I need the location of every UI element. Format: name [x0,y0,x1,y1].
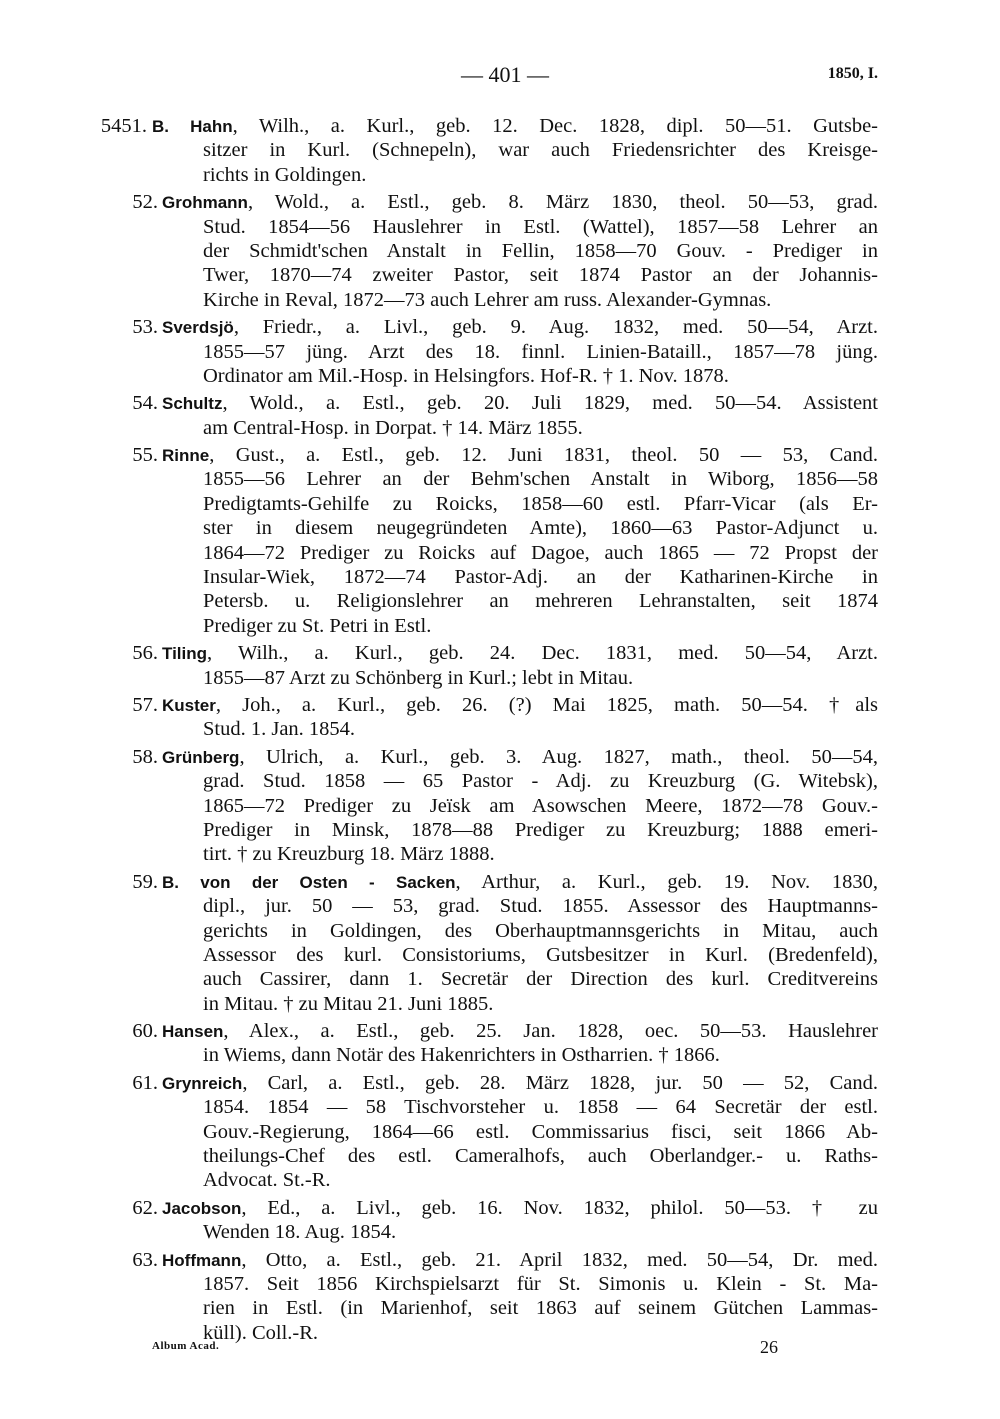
entry-line-text: , Wilh., a. Kurl., geb. 12. Dec. 1828, dipl. 50—51. Gutsbe- [232,115,878,137]
entry-line-text: 1864—72 Prediger zu Roicks auf Dagoe, auch 1865 — 72 Propst der [203,541,878,564]
entry-number: 63. [132,1248,158,1271]
entry-line [0,1196,1000,1220]
entry-name: Tiling [162,644,208,664]
entry-line-text: dipl., jur. 50 — 53, grad. Stud. 1855. Assessor des Hauptmanns- [203,895,878,918]
entry-line-text: 1855—56 Lehrer an der Behm'schen Anstalt in Wiborg, 1856—58 [203,468,878,491]
entry-number: 57. [132,693,158,716]
entry-line-text: , Ulrich, a. Kurl., geb. 3. Aug. 1827, math., theol. 50—54, [239,745,878,768]
register-entry [0,190,1000,312]
entry-line-text: grad. Stud. 1858 — 65 Pastor - Adj. zu Kreuzburg (G. Witebsk), [203,770,878,793]
entry-line-text: Petersb. u. Religionslehrer an mehreren Lehranstalten, seit 1874 [203,590,878,613]
entry-text [162,693,878,718]
entry-line-text: , Alex., a. Estl., geb. 25. Jan. 1828, oec. 50—53. Hauslehrer [223,1020,878,1043]
register-entry [0,114,1000,187]
register-entry [0,641,1000,690]
entry-text [162,1248,878,1273]
entry-name: Grynreich [162,1073,243,1093]
entry-line [0,239,1000,263]
register-entry [0,693,1000,742]
entry-line [0,1168,1000,1192]
entry-number: 52. [132,191,158,214]
entry-line [0,263,1000,287]
entry-text [162,870,878,895]
entry-line-text: , Otto, a. Estl., geb. 21. April 1832, med. 50—54, Dr. med. [241,1248,878,1271]
entry-text [162,315,878,340]
entry-line [0,315,1000,339]
entry-line-text: richts in Goldingen. [203,163,367,186]
register-entry [0,1071,1000,1193]
entry-line-text: Twer, 1870—74 zweiter Pastor, seit 1874 Pastor an der Johannis- [203,264,878,287]
entry-line-text: gerichts in Goldingen, des Oberhauptmannsgerichts in Mitau, auch [203,919,878,942]
entry-line [0,794,1000,818]
entry-line-text: , Wold., a. Estl., geb. 8. März 1830, theol. 50—53, grad. [247,191,878,214]
entry-line-text: Insular-Wiek, 1872—74 Pastor-Adj. an der Katharinen-Kirche in [203,566,878,589]
entry-line [0,288,1000,312]
entry-line-text: Predigtamts-Gehilfe zu Roicks, 1858—60 estl. Pfarr-Vicar (als Er- [203,492,878,515]
entry-number: 61. [132,1071,158,1094]
entry-line-text: 1854. 1854 — 58 Tischvorsteher u. 1858 — 64 Secretär der estl. [203,1096,878,1119]
entry-line-text: Prediger in Minsk, 1878—88 Prediger zu Kreuzburg; 1888 emeri- [203,818,878,841]
entry-line-text: 1857. Seit 1856 Kirchspielsarzt für St. Simonis u. Klein - St. Ma- [203,1272,878,1295]
entry-text [152,114,878,139]
entry-line [0,769,1000,793]
entry-line-text: , Joh., a. Kurl., geb. 26. (?) Mai 1825, math. 50—54. †als [215,693,878,716]
entry-name: B. Hahn [152,117,233,136]
entry-line [0,919,1000,943]
entry-line-text: auch Cassirer, dann 1. Secretär der Direction des kurl. Creditvereins [203,968,878,991]
entry-list [0,114,1000,1348]
entry-number: 54. [132,392,158,415]
entry-line [0,215,1000,239]
entry-line [0,1296,1000,1320]
register-entry [0,1248,1000,1346]
entry-line-text: 1855—87 Arzt zu Schönberg in Kurl.; lebt in Mitau. [203,666,634,689]
register-entry [0,391,1000,440]
entry-line-text: küll). Coll.-R. [203,1321,319,1344]
page-number: — 401 — [461,62,549,87]
entry-line-text: , Arthur, a. Kurl., geb. 19. Nov. 1830, [455,870,878,893]
entry-line-text: Prediger zu St. Petri in Estl. [203,614,432,637]
entry-name: Rinne [162,446,210,466]
entry-line [0,693,1000,717]
entry-line [0,391,1000,415]
entry-name: Grünberg [162,747,240,767]
entry-line-text: Stud. 1. Jan. 1854. [203,718,356,741]
entry-line [0,516,1000,540]
entry-line [0,1095,1000,1119]
entry-line-text: 1855—57 jüng. Arzt des 18. finnl. Linien-Bataill., 1857—78 jüng. [203,340,878,363]
register-entry [0,1019,1000,1068]
entry-line [0,541,1000,565]
entry-line-text: am Central-Hosp. in Dorpat. † 14. März 1855. [203,416,583,439]
entry-line-text: Ordinator am Mil.-Hosp. in Helsingfors. Hof-R. † 1. Nov. 1878. [203,364,729,387]
entry-line [0,190,1000,214]
register-entry [0,870,1000,1016]
entry-line [0,717,1000,741]
entry-line [0,967,1000,991]
entry-text [162,1196,878,1221]
entry-line [0,894,1000,918]
entry-number: 58. [132,745,158,768]
entry-line [0,614,1000,638]
entry-line-text: Stud. 1854—56 Hauslehrer in Estl. (Wattel), 1857—58 Lehrer an [203,215,878,238]
entry-line [0,1248,1000,1272]
entry-line [0,943,1000,967]
entry-line-text: Advocat. St.-R. [203,1169,331,1192]
entry-line [0,163,1000,187]
entry-line [0,1220,1000,1244]
register-entry [0,443,1000,638]
entry-line-text: ster in diesem neugegründeten Amte), 1860—63 Pastor-Adjunct u. [203,517,878,540]
entry-line [0,842,1000,866]
entry-line [0,1019,1000,1043]
entry-text [162,1019,878,1044]
entry-line [0,416,1000,440]
entry-line [0,1071,1000,1095]
entry-line-text: der Schmidt'schen Anstalt in Fellin, 1858—70 Gouv. - Prediger in [203,239,878,262]
register-entry [0,1196,1000,1245]
entry-text [162,190,878,215]
entry-line-text: tirt. † zu Kreuzburg 18. März 1888. [203,843,495,866]
entry-line-text: , Wold., a. Estl., geb. 20. Juli 1829, med. 50—54. Assistent [222,392,878,415]
entry-text [162,745,878,770]
entry-text [162,641,878,666]
register-entry [0,745,1000,867]
entry-line [0,443,1000,467]
entry-text [162,391,878,416]
sheet-number: 26 [760,1337,778,1357]
running-header: 1850, I. [827,65,878,82]
entry-text [162,443,878,468]
entry-line [0,340,1000,364]
entry-text [162,1071,878,1096]
entry-line [0,114,1000,138]
entry-line [0,666,1000,690]
entry-line [0,467,1000,491]
entry-name: Hansen [162,1022,224,1042]
entry-line-text: rien in Estl. (in Marienhof, seit 1863 auf seinem Gütchen Lammas- [203,1297,878,1320]
entry-line-text: 1865—72 Prediger zu Jeïsk am Asowschen Meere, 1872—78 Gouv.- [203,794,878,817]
entry-name: Hoffmann [162,1250,242,1270]
entry-line [0,1321,1000,1345]
entry-line [0,745,1000,769]
entry-line-text: in Wiems, dann Notär des Hakenrichters in Ostharrien. † 1866. [203,1044,720,1067]
entry-number: 55. [132,444,158,467]
entry-line [0,565,1000,589]
entry-line [0,589,1000,613]
entry-line-text: , Friedr., a. Livl., geb. 9. Aug. 1832, med. 50—54, Arzt. [233,316,878,339]
entry-line [0,1272,1000,1296]
entry-line [0,1144,1000,1168]
entry-line [0,870,1000,894]
entry-number: 53. [132,316,158,339]
entry-number: 62. [132,1196,158,1219]
entry-line-text: , Wilh., a. Kurl., geb. 24. Dec. 1831, med. 50—54, Arzt. [207,642,878,665]
entry-line-text: Gouv.-Regierung, 1864—66 estl. Commissarius fisci, seit 1866 Ab- [203,1120,878,1143]
entry-line [0,364,1000,388]
entry-line [0,1120,1000,1144]
register-entry [0,315,1000,388]
entry-number: 56. [132,642,158,665]
footer-signature: Album Acad. [152,1340,220,1352]
entry-line [0,992,1000,1016]
entry-line-text: Kirche in Reval, 1872—73 auch Lehrer am russ. Alexander-Gymnas. [203,288,772,311]
entry-line [0,818,1000,842]
entry-line-text: , Ed., a. Livl., geb. 16. Nov. 1832, philol. 50—53. † zu [241,1196,878,1219]
entry-number: 5451. [100,115,147,137]
entry-line-text: sitzer in Kurl. (Schnepeln), war auch Friedensrichter des Kreisge- [203,139,878,162]
entry-line-text: theilungs-Chef des estl. Cameralhofs, auch Oberlandger.- u. Raths- [203,1145,878,1168]
entry-line-text: Wenden 18. Aug. 1854. [203,1221,397,1244]
entry-name: B. von der Osten - Sacken [162,872,456,892]
entry-number: 59. [132,870,158,893]
entry-line [0,641,1000,665]
entry-name: Schultz [162,394,223,414]
entry-name: Grohmann [162,193,248,213]
entry-name: Kuster [162,695,216,715]
entry-line-text: , Carl, a. Estl., geb. 28. März 1828, jur. 50 — 52, Cand. [242,1071,878,1094]
entry-name: Sverdsjö [162,318,234,338]
entry-number: 60. [132,1020,158,1043]
entry-line-text: Assessor des kurl. Consistoriums, Gutsbesitzer in Kurl. (Bredenfeld), [203,943,878,966]
entry-line [0,492,1000,516]
entry-line-text: in Mitau. † zu Mitau 21. Juni 1885. [203,992,494,1015]
entry-line [0,1043,1000,1067]
entry-line [0,138,1000,162]
entry-line-text: , Gust., a. Estl., geb. 12. Juni 1831, theol. 50 — 53, Cand. [209,444,878,467]
entry-name: Jacobson [162,1198,242,1218]
